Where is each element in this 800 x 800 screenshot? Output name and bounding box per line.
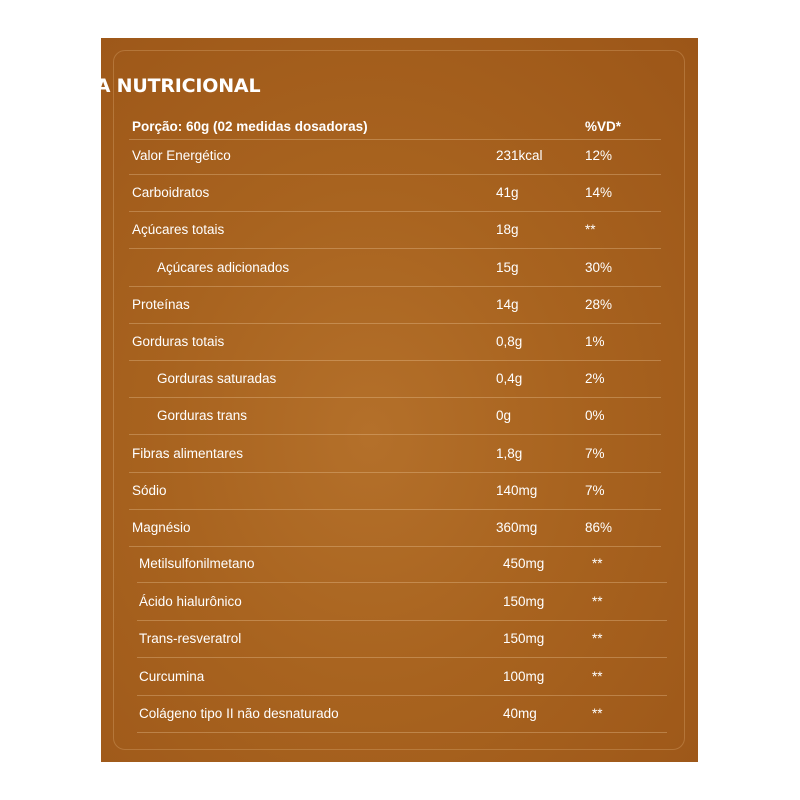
nutrient-amount: 15g (496, 259, 519, 275)
nutrient-name: Fibras alimentares (132, 445, 244, 461)
nutrient-name: Gorduras trans (157, 408, 248, 424)
nutrient-vd: 12% (585, 148, 613, 163)
portion-label: Porção: 60g (02 medidas dosadoras) (132, 119, 368, 134)
row-divider (129, 434, 661, 435)
nutrient-vd: 0% (585, 408, 605, 424)
nutrient-amount: 0,4g (496, 371, 523, 387)
nutrient-name: Sódio (132, 482, 167, 498)
nutrient-name: Ácido hialurônico (139, 593, 242, 609)
nutrient-name: Colágeno tipo II não desnaturado (139, 706, 339, 721)
nutrient-amount: 0g (496, 408, 512, 424)
nutrient-name: Curcumina (139, 668, 205, 684)
row-divider (137, 732, 667, 733)
nutrient-vd: 7% (585, 445, 605, 461)
nutrient-amount: 231kcal (496, 148, 543, 163)
nutrient-name: Açúcares adicionados (157, 259, 290, 275)
nutrient-vd: ** (592, 668, 603, 684)
row-divider (129, 546, 661, 547)
nutrient-vd: ** (592, 706, 603, 721)
nutrient-amount: 150mg (503, 593, 545, 609)
row-divider (129, 323, 661, 324)
row-divider (129, 397, 661, 398)
nutrient-name: Metilsulfonilmetano (139, 556, 255, 571)
vd-header: %VD* (585, 119, 622, 134)
nutrient-amount: 140mg (496, 482, 538, 498)
nutrient-amount: 150mg (503, 631, 545, 646)
table-title: TABELA NUTRICIONAL (31, 75, 261, 97)
nutrient-vd: 28% (585, 296, 613, 312)
nutrient-amount: 14g (496, 296, 519, 312)
row-divider (137, 620, 667, 621)
row-divider (129, 509, 661, 510)
nutrient-vd: 7% (585, 482, 605, 498)
nutrient-name: Magnésio (132, 520, 191, 535)
nutrient-amount: 18g (496, 222, 519, 238)
nutrient-vd: 30% (585, 259, 613, 275)
nutrient-vd: ** (592, 593, 603, 609)
nutrient-vd: ** (585, 222, 596, 238)
nutrient-name: Trans-resveratrol (139, 631, 242, 646)
row-divider (137, 657, 667, 658)
nutrient-name: Gorduras totais (132, 334, 225, 349)
nutrient-name: Gorduras saturadas (157, 371, 277, 387)
nutrient-vd: ** (592, 631, 603, 646)
header-divider (129, 139, 661, 140)
row-divider (129, 174, 661, 175)
row-divider (137, 582, 667, 583)
nutrient-amount: 100mg (503, 668, 545, 684)
nutrient-name: Açúcares totais (132, 222, 225, 238)
nutrient-name: Valor Energético (132, 148, 231, 163)
row-divider (129, 360, 661, 361)
row-divider (129, 286, 661, 287)
row-divider (137, 695, 667, 696)
nutrient-name: Carboidratos (132, 185, 210, 201)
nutrient-vd: 2% (585, 371, 605, 387)
nutrient-vd: 86% (585, 520, 613, 535)
nutrient-vd: 14% (585, 185, 613, 201)
nutrient-amount: 1,8g (496, 445, 523, 461)
nutrient-name: Proteínas (132, 296, 190, 312)
nutrient-vd: ** (592, 556, 603, 571)
nutrient-amount: 41g (496, 185, 519, 201)
nutrient-amount: 360mg (496, 520, 538, 535)
nutrient-amount: 40mg (503, 706, 537, 721)
nutrition-panel (101, 38, 698, 762)
nutrient-amount: 0,8g (496, 334, 523, 349)
row-divider (129, 211, 661, 212)
nutrient-vd: 1% (585, 334, 605, 349)
nutrient-amount: 450mg (503, 556, 545, 571)
row-divider (129, 248, 661, 249)
row-divider (129, 472, 661, 473)
